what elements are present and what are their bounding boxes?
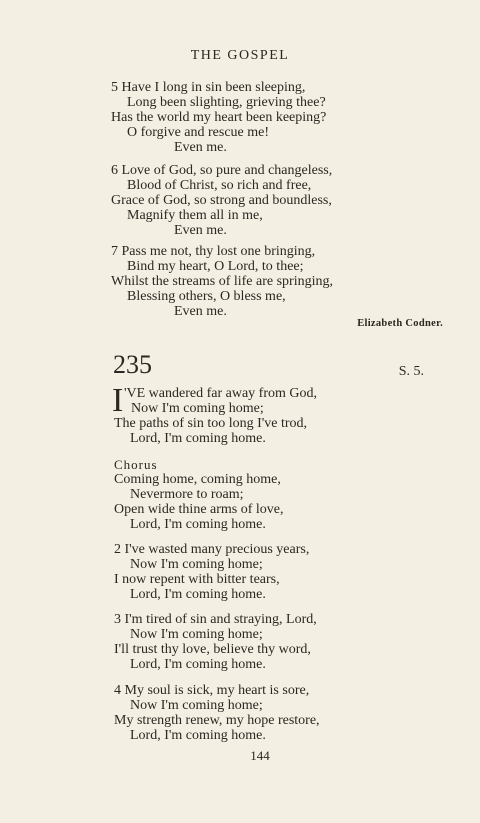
stanza-line: Grace of God, so strong and boundless,: [111, 193, 332, 208]
stanza-line: Lord, I'm coming home.: [130, 728, 266, 743]
chorus-line: Coming home, coming home,: [114, 472, 281, 487]
chorus-label: Chorus: [114, 457, 158, 472]
stanza-line: Even me.: [174, 304, 227, 319]
stanza-line: Long been slighting, grieving thee?: [127, 95, 326, 110]
page-number: 144: [250, 748, 270, 763]
stanza-line: Blessing others, O bless me,: [127, 289, 286, 304]
stanza-line: My strength renew, my hope restore,: [114, 713, 320, 728]
author-credit: Elizabeth Codner.: [357, 318, 443, 329]
stanza-line: Now I'm coming home;: [130, 557, 263, 572]
hymn-number: 235: [113, 350, 152, 379]
stanza-line: 6 Love of God, so pure and changeless,: [111, 163, 333, 178]
stanza-line: I now repent with bitter tears,: [114, 572, 280, 587]
stanza-line: Bind my heart, O Lord, to thee;: [127, 259, 304, 274]
stanza-line: 7 Pass me not, thy lost one bringing,: [111, 244, 316, 259]
stanza-line: Now I'm coming home;: [130, 627, 263, 642]
drop-cap: I: [112, 382, 124, 419]
chorus-line: Open wide thine arms of love,: [114, 502, 284, 517]
stanza-line: Magnify them all in me,: [127, 208, 263, 223]
stanza-line: Now I'm coming home;: [130, 698, 263, 713]
chorus-line: Lord, I'm coming home.: [130, 517, 266, 532]
stanza-line: I'll trust thy love, believe thy word,: [114, 642, 311, 657]
stanza-line: The paths of sin too long I've trod,: [114, 416, 308, 431]
stanza-line: Even me.: [174, 223, 227, 238]
chorus-line: Nevermore to roam;: [130, 487, 244, 502]
stanza-line: Has the world my heart been keeping?: [111, 110, 327, 125]
page-header: THE GOSPEL: [190, 48, 290, 63]
stanza-line: Lord, I'm coming home.: [130, 431, 266, 446]
stanza-line: 'VE wandered far away from God,: [124, 386, 317, 401]
stanza-line: 3 I'm tired of sin and straying, Lord,: [114, 612, 317, 627]
stanza-line: 2 I've wasted many precious years,: [114, 542, 310, 557]
stanza-line: Whilst the streams of life are springing,: [111, 274, 333, 289]
stanza-line: 4 My soul is sick, my heart is sore,: [114, 683, 310, 698]
meter-label: S. 5.: [398, 364, 424, 379]
stanza-line: O forgive and rescue me!: [127, 125, 270, 140]
stanza-line: Now I'm coming home;: [131, 401, 264, 416]
stanza-line: Lord, I'm coming home.: [130, 657, 266, 672]
stanza-line: Even me.: [174, 140, 227, 155]
stanza-line: 5 Have I long in sin been sleeping,: [111, 80, 306, 95]
stanza-line: Blood of Christ, so rich and free,: [127, 178, 312, 193]
stanza-line: Lord, I'm coming home.: [130, 587, 266, 602]
